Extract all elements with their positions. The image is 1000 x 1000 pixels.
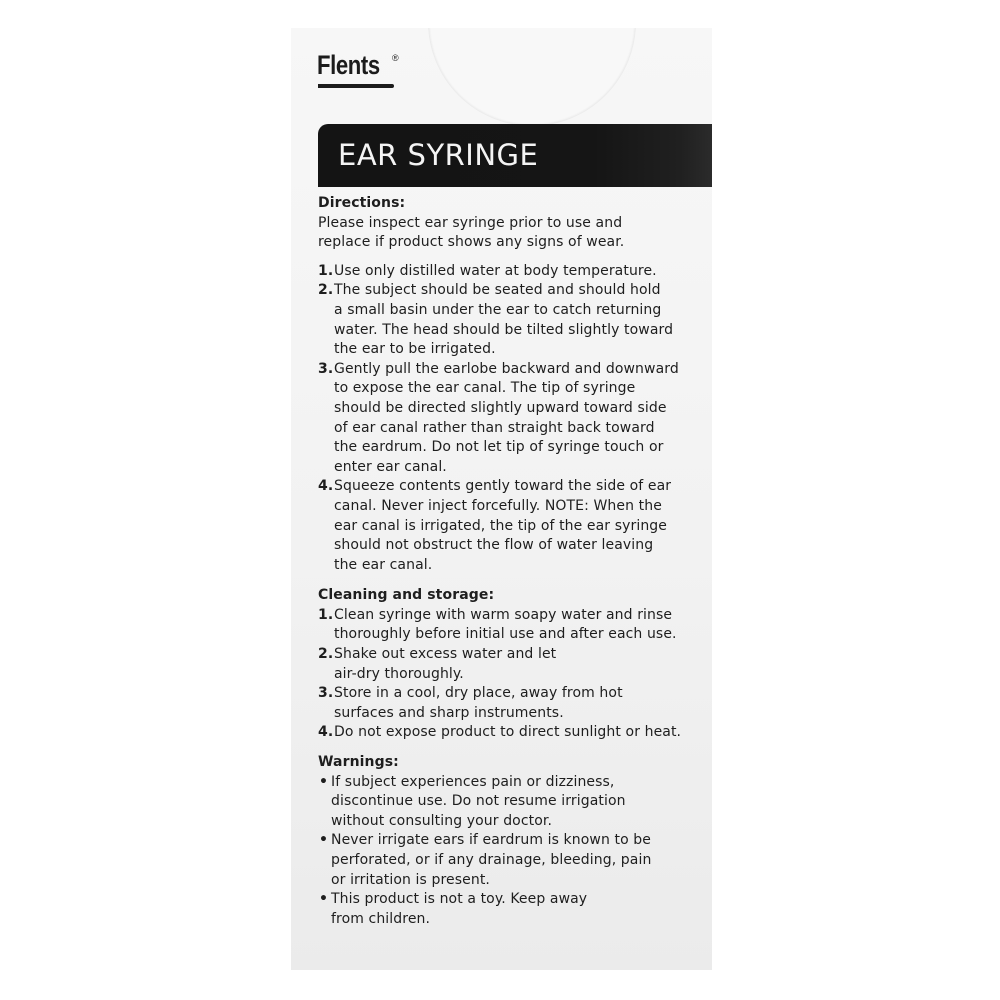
step-line: Do not expose product to direct sunlight or heat. <box>334 724 682 741</box>
step-line: air-dry thoroughly. <box>334 665 464 682</box>
bullet-icon: • <box>319 891 329 908</box>
warnings-heading: Warnings: <box>318 754 399 771</box>
registered-mark-icon: ® <box>392 53 399 63</box>
warning-line: discontinue use. Do not resume irrigation <box>331 793 626 810</box>
step-line: Clean syringe with warm soapy water and rinse <box>334 606 673 623</box>
step-line: The subject should be seated and should hold <box>334 282 661 299</box>
warning-line: without consulting your doctor. <box>331 812 553 829</box>
warning-line: or irritation is present. <box>331 871 490 888</box>
package-panel <box>291 28 712 970</box>
step-line: water. The head should be tilted slightly toward <box>334 321 674 338</box>
step-line: should not obstruct the flow of water leaving <box>334 537 654 554</box>
warning-line: Never irrigate ears if eardrum is known to be <box>331 832 651 849</box>
step-number: 2. <box>318 646 334 663</box>
directions-step-4 <box>318 477 698 575</box>
step-number: 3. <box>318 360 334 377</box>
step-number: 4. <box>318 478 334 495</box>
directions-step-3 <box>318 360 698 478</box>
step-line: Squeeze contents gently toward the side of ear <box>334 478 672 495</box>
step-line: thoroughly before initial use and after each use. <box>334 626 677 643</box>
directions-intro-line: replace if product shows any signs of wear. <box>318 234 625 251</box>
directions-intro-line: Please inspect ear syringe prior to use and <box>318 214 623 231</box>
step-number: 2. <box>318 282 334 299</box>
step-line: the ear to be irrigated. <box>334 341 496 358</box>
step-number: 1. <box>318 262 334 279</box>
directions-intro <box>318 214 698 253</box>
directions-step-1 <box>318 262 698 282</box>
brand-name: Flents <box>317 50 380 80</box>
cleaning-step-1 <box>318 606 698 645</box>
step-line: Use only distilled water at body temperature. <box>334 262 657 279</box>
warning-line: If subject experiences pain or dizziness, <box>331 773 615 790</box>
warnings-list <box>318 773 698 930</box>
logo-underline <box>318 84 394 88</box>
step-line: canal. Never inject forcefully. NOTE: When the <box>334 497 662 514</box>
title-banner <box>318 124 712 187</box>
step-line: Gently pull the earlobe backward and downward <box>334 360 679 377</box>
step-line: Shake out excess water and let <box>334 646 557 663</box>
step-number: 1. <box>318 606 334 623</box>
product-window-cutout <box>428 28 636 126</box>
warning-line: perforated, or if any drainage, bleeding, pain <box>331 852 652 868</box>
step-line: a small basin under the ear to catch returning <box>334 301 662 318</box>
step-line: of ear canal rather than straight back toward <box>334 419 655 436</box>
step-number: 3. <box>318 685 334 702</box>
step-line: should be directed slightly upward toward side <box>334 399 667 416</box>
step-number: 4. <box>318 724 334 741</box>
step-line: ear canal is irrigated, the tip of the ear syringe <box>334 517 668 534</box>
warning-item-3 <box>318 890 698 929</box>
cleaning-steps <box>318 606 698 743</box>
warning-line: from children. <box>331 910 431 927</box>
step-line: Store in a cool, dry place, away from hot <box>334 685 623 702</box>
step-line: surfaces and sharp instruments. <box>334 704 564 721</box>
step-line: the ear canal. <box>334 556 433 573</box>
directions-step-2 <box>318 281 698 359</box>
cleaning-heading: Cleaning and storage: <box>318 587 495 604</box>
step-line: to expose the ear canal. The tip of syringe <box>334 380 636 397</box>
brand-logo <box>317 50 407 90</box>
directions-steps <box>318 262 698 576</box>
warning-item-1 <box>318 773 698 832</box>
instructions-content <box>318 194 698 929</box>
bullet-icon: • <box>319 773 329 790</box>
warning-item-2 <box>318 831 698 890</box>
cleaning-step-3 <box>318 684 698 723</box>
product-title: EAR SYRINGE <box>338 138 539 172</box>
directions-heading: Directions: <box>318 195 406 211</box>
bullet-icon: • <box>319 832 329 849</box>
warning-line: This product is not a toy. Keep away <box>331 891 588 908</box>
cleaning-step-2 <box>318 645 698 684</box>
step-line: the eardrum. Do not let tip of syringe touch or <box>334 439 664 456</box>
step-line: enter ear canal. <box>334 458 447 475</box>
cleaning-step-4 <box>318 723 698 743</box>
